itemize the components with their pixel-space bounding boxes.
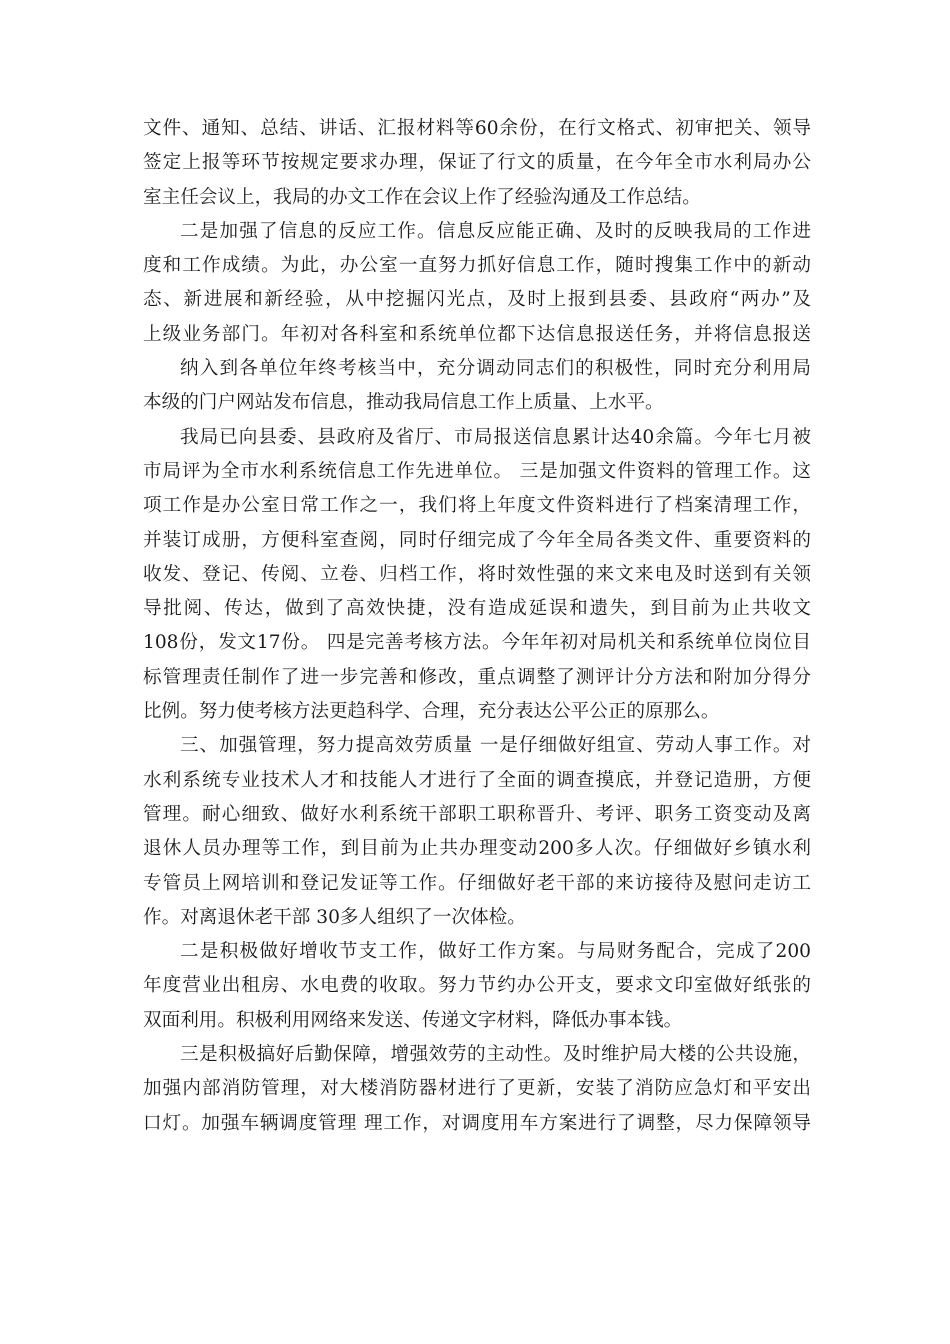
text-line: 三、加强管理，努力提高效劳质量 一是仔细做好组宣、劳动人事工作。对 <box>180 735 811 757</box>
text-line: 作。对离退休老干部 30多人组织了一次体检。 <box>143 906 526 928</box>
text-line: 双面利用。积极利用网络来发送、传递文字材料，降低办事本钱。 <box>143 1009 683 1031</box>
text-line: 度和工作成绩。为此，办公室一直努力抓好信息工作，随时搜集工作中的新动 <box>143 255 811 277</box>
text-line: 导批阅、传达，做到了高效快捷，没有造成延误和遗失，到目前为止共收文 <box>143 598 811 620</box>
text-line: 室主任会议上，我局的办文工作在会议上作了经验沟通及工作总结。 <box>143 186 701 208</box>
text-line: 水利系统专业技术人才和技能人才进行了全面的调查摸底，并登记造册，方便 <box>143 769 811 791</box>
text-line: 本级的门户网站发布信息，推动我局信息工作上质量、上水平。 <box>143 392 664 414</box>
text-line: 并装订成册，方便科室查阅，同时仔细完成了今年全局各类文件、重要资料的 <box>143 529 811 551</box>
text-line: 加强内部消防管理，对大楼消防器材进行了更新，安装了消防应急灯和平安出 <box>143 1078 811 1100</box>
text-line: 市局评为全市水利系统信息工作先进单位。 三是加强文件资料的管理工作。这 <box>143 460 811 482</box>
text-line: 签定上报等环节按规定要求办理，保证了行文的质量，在今年全市水利局办公 <box>143 152 811 174</box>
text-line: 纳入到各单位年终考核当中，充分调动同志们的积极性，同时充分利用局 <box>180 358 811 380</box>
text-line: 我局已向县委、县政府及省厅、市局报送信息累计达40余篇。今年七月被 <box>180 426 811 448</box>
text-line: 三是积极搞好后勤保障，增强效劳的主动性。及时维护局大楼的公共设施， <box>180 1044 811 1066</box>
text-line: 态、新进展和新经验，从中挖掘闪光点，及时上报到县委、县政府“两办”及 <box>143 289 811 311</box>
text-line: 专管员上网培训和登记发证等工作。仔细做好老干部的来访接待及慰问走访工 <box>143 872 811 894</box>
document-body <box>143 112 811 1141</box>
text-line: 管理。耐心细致、做好水利系统干部职工职称晋升、考评、职务工资变动及离 <box>143 803 811 825</box>
text-line: 年度营业出租房、水电费的收取。努力节约办公开支，要求文印室做好纸张的 <box>143 975 811 997</box>
text-line: 二是积极做好增收节支工作，做好工作方案。与局财务配合，完成了200 <box>180 941 811 963</box>
text-line: 上级业务部门。年初对各科室和系统单位都下达信息报送任务，并将信息报送 <box>143 323 811 345</box>
text-line: 收发、登记、传阅、立卷、归档工作，将时效性强的来文来电及时送到有关领 <box>143 563 811 585</box>
text-line: 退休人员办理等工作，到目前为止共办理变动200多人次。仔细做好乡镇水利 <box>143 838 811 860</box>
text-line: 二是加强了信息的反应工作。信息反应能正确、及时的反映我局的工作进 <box>180 220 811 242</box>
text-line: 标管理责任制作了进一步完善和修改，重点调整了测评计分方法和附加分得分 <box>143 666 811 688</box>
text-line: 口灯。加强车辆调度管理 理工作，对调度用车方案进行了调整，尽力保障领导 <box>143 1112 811 1134</box>
text-line: 比例。努力使考核方法更趋科学、合理，充分表达公平公正的原那么。 <box>143 701 720 723</box>
text-line: 108份，发文17份。 四是完善考核方法。今年年初对局机关和系统单位岗位目 <box>143 632 811 654</box>
text-line: 文件、通知、总结、讲话、汇报材料等60余份，在行文格式、初审把关、领导 <box>143 118 811 139</box>
text-line: 项工作是办公室日常工作之一，我们将上年度文件资料进行了档案清理工作， <box>143 495 811 517</box>
